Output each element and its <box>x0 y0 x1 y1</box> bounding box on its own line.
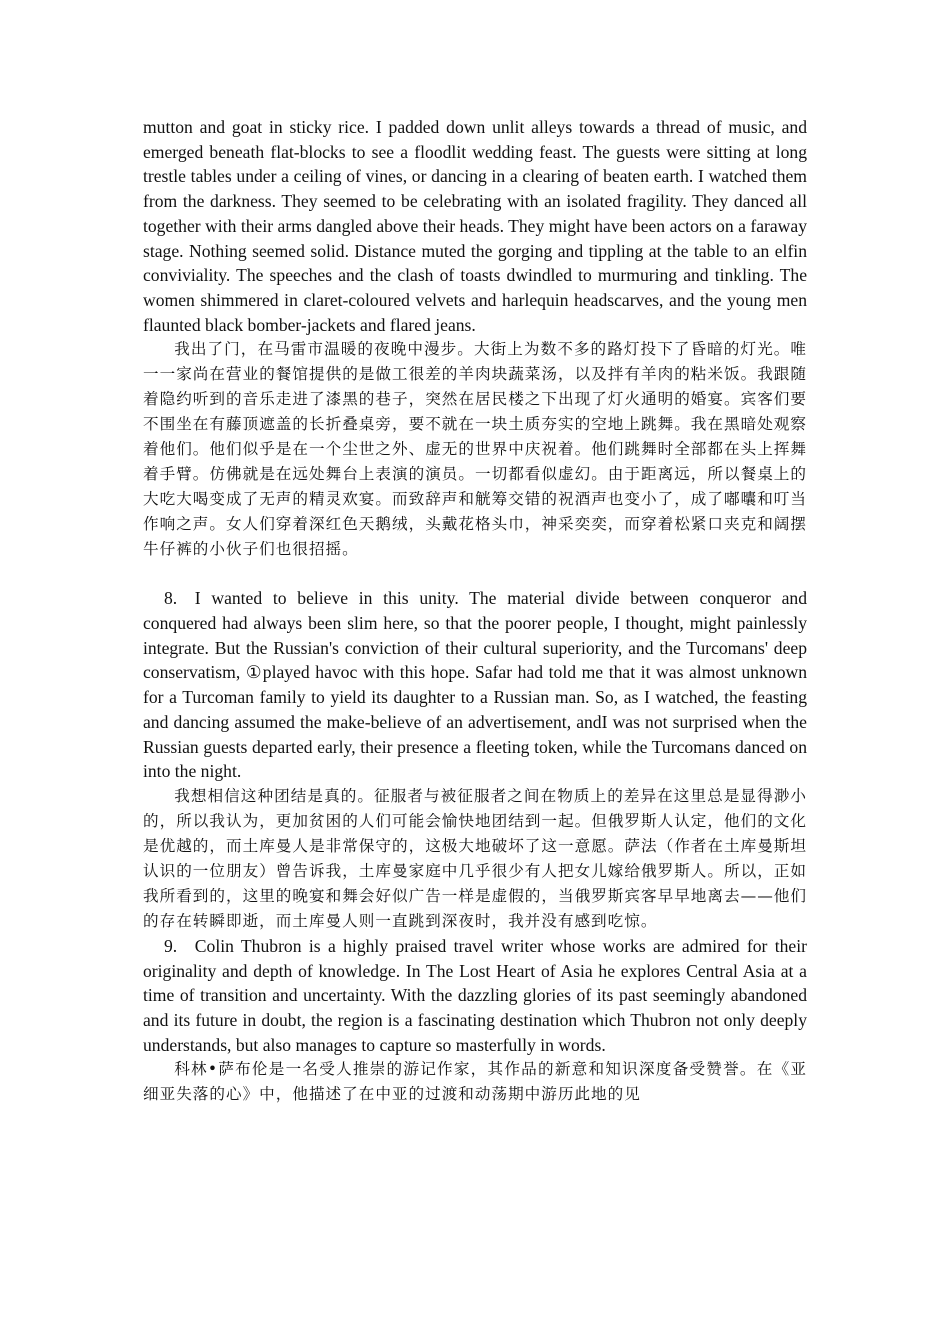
paragraph-8-chinese: 我想相信这种团结是真的。征服者与被征服者之间在物质上的差异在这里总是显得渺小的，所以我认为，更加贫困的人们可能会愉快地团结到一起。但俄罗斯人认定，他们的文化是优越的，而土库曼人是非常保守的，这极大地破坏了这一意愿。萨法（作者在土库曼斯坦认识的一位朋友）曾告诉我，土库曼家庭中几乎很少有人把女儿嫁给俄罗斯人。所以，正如我所看到的，这里的晚宴和舞会好似广告一样是虚假的，当俄罗斯宾客早早地离去——他们的存在转瞬即逝，而土库曼人则一直跳到深夜时，我并没有感到吃惊。 <box>143 786 807 930</box>
paragraph-7-chinese: 我出了门，在马雷市温暖的夜晚中漫步。大街上为数不多的路灯投下了昏暗的灯光。唯一一家尚在营业的餐馆提供的是做工很差的羊肉块蔬菜汤，以及拌有羊肉的粘米饭。我跟随着隐约听到的音乐走进了漆黑的巷子，突然在居民楼之下出现了灯火通明的婚宴。宾客们要不围坐在有藤顶遮盖的长折叠桌旁，要不就在一块土质夯实的空地上跳舞。我在黑暗处观察着他们。他们似乎是在一个尘世之外、虚无的世界中庆祝着。他们跳舞时全部都在头上挥舞着手臂。仿佛就是在远处舞台上表演的演员。一切都看似虚幻。由于距离远，所以餐桌上的大吃大喝变成了无声的精灵欢宴。而致辞声和觥筹交错的祝酒声也变小了，成了嘟囔和叮当作响之声。女人们穿着深红色天鹅绒，头戴花格头巾，神采奕奕，而穿着松紧口夹克和阔摆牛仔裤的小伙子们也很招摇。 <box>143 340 807 559</box>
paragraph-9-english: 9. Colin Thubron is a highly praised travel writer whose works are admired for their originality and depth of knowledge. In The Lost Heart of Asia he explores Central Asia at a time of transition and uncertainty. With the dazzling glories of its past seemingly abandoned and its future in doubt, the region is a fascinating destination which Thubron not only deeply understands, but also manages to capture so masterfully in words. <box>143 935 807 1055</box>
paragraph-8-english: 8. I wanted to believe in this unity. The material divide between conqueror and conquered had always been slim here, so that the poorer people, I thought, might painlessly integrate. But the Russian's conviction of their cultural superiority, and the Turcomans' deep conservatism, ①played havoc with this hope. Safar had told me that it was almost unknown for a Turcoman family to yield its daughter to a Russian man. So, as I watched, the feasting and dancing assumed the make-believe of an advertisement, andI was not surprised when the Russian guests departed early, their presence a fleeting token, while the Turcomans danced on into the night. <box>143 588 807 782</box>
paragraph-7-english: mutton and goat in sticky rice. I padded down unlit alleys towards a thread of music, and emerged beneath flat-blocks to see a floodlit wedding feast. The guests were sitting at long trestle tables under a ceiling of vines, or dancing in a clearing of beaten earth. I watched them from the darkness. They seemed to be celebrating with an isolated fragility. They danced all together with their arms dangled above their heads. They might have been actors on a faraway stage. Nothing seemed solid. Distance muted the gorging and tippling at the table to an elfin conviviality. The speeches and the clash of toasts dwindled to murmuring and tinkling. The women shimmered in claret-coloured velvets and harlequin headscarves, and the young men flaunted black bomber-jackets and flared jeans. <box>143 117 807 335</box>
paragraph-9-chinese: 科林•萨布伦是一名受人推崇的游记作家，其作品的新意和知识深度备受赞誉。在《亚细亚失落的心》中，他描述了在中亚的过渡和动荡期中游历此地的见 <box>143 1060 807 1104</box>
document-page <box>143 115 807 1107</box>
paragraph-gap <box>143 562 807 586</box>
